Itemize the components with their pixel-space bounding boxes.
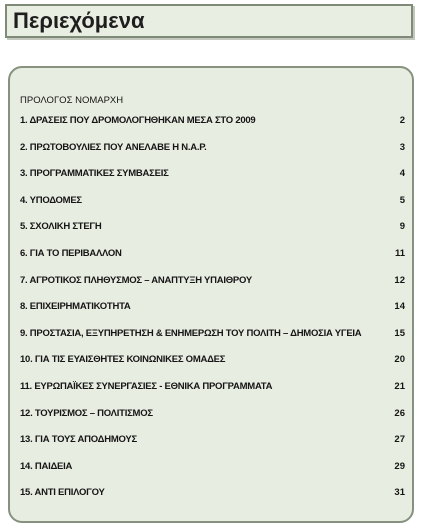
toc-item-title: 5. ΣΧΟΛΙΚΗ ΣΤΕΓΗ: [20, 221, 102, 233]
toc-item-page-number: 9: [399, 221, 405, 233]
toc-item[interactable]: [20, 301, 405, 328]
toc-item-title: 11. ΕΥΡΩΠΑΪΚΕΣ ΣΥΝΕΡΓΑΣΙΕΣ - ΕΘΝΙΚΑ ΠΡΟΓΡΑΜΜΑΤΑ: [20, 380, 273, 392]
toc-item-title: 14. ΠΑΙΔΕΙΑ: [20, 460, 73, 472]
toc-item-page-number: 15: [394, 327, 405, 339]
page-title-box: [5, 4, 413, 38]
toc-item-title: 2. ΠΡΩΤΟΒΟΥΛΙΕΣ ΠΟΥ ΑΝΕΛΑΒΕ Η Ν.Α.Ρ.: [20, 141, 207, 153]
toc-item-title: 12. ΤΟΥΡΙΣΜΟΣ – ΠΟΛΙΤΙΣΜΟΣ: [20, 407, 153, 419]
toc-item-title: 13. ΓΙΑ ΤΟΥΣ ΑΠΟΔΗΜΟΥΣ: [20, 434, 137, 446]
toc-item-title: 9. ΠΡΟΣΤΑΣΙΑ, ΕΞΥΠΗΡΕΤΗΣΗ & ΕΝΗΜΕΡΩΣΗ ΤΟΥ ΠΟΛΙΤΗ – ΔΗΜΟΣΙΑ ΥΓΕΙΑ: [20, 327, 362, 339]
toc-item[interactable]: [20, 115, 405, 142]
toc-heading[interactable]: ΠΡΟΛΟΓΟΣ ΝΟΜΑΡΧΗ: [20, 95, 124, 106]
toc-item[interactable]: [20, 168, 405, 195]
page-title: Περιεχόμενα: [13, 8, 145, 33]
toc-item[interactable]: [20, 354, 405, 381]
toc-item-title: 6. ΓΙΑ ΤΟ ΠΕΡΙΒΑΛΛΟΝ: [20, 247, 122, 259]
toc-item-page-number: 12: [394, 274, 405, 286]
toc-item-title: 4. ΥΠΟΔΟΜΕΣ: [20, 194, 82, 206]
toc-item-page-number: 31: [394, 487, 405, 499]
toc-item-page-number: 4: [399, 168, 405, 180]
toc-item-title: 8. ΕΠΙΧΕΙΡΗΜΑΤΙΚΟΤΗΤΑ: [20, 301, 131, 313]
toc-item-page-number: 2: [399, 115, 405, 126]
toc-item-title: 15. ΑΝΤΙ ΕΠΙΛΟΓΟΥ: [20, 487, 105, 499]
toc-list: [20, 115, 405, 514]
toc-item-page-number: 3: [399, 141, 405, 153]
table-of-contents: [8, 66, 414, 523]
toc-item-page-number: 14: [394, 301, 405, 313]
toc-item[interactable]: [20, 408, 405, 435]
toc-item[interactable]: [20, 142, 405, 169]
toc-item-page-number: 26: [394, 407, 405, 419]
toc-item-page-number: 5: [399, 194, 405, 206]
toc-item-title: 7. ΑΓΡΟΤΙΚΟΣ ΠΛΗΘΥΣΜΟΣ – ΑΝΑΠΤΥΞΗ ΥΠΑΙΘΡΟΥ: [20, 274, 252, 286]
toc-item-title: 3. ΠΡΟΓΡΑΜΜΑΤΙΚΕΣ ΣΥΜΒΑΣΕΙΣ: [20, 168, 169, 180]
toc-item-title: 1. ΔΡΑΣΕΙΣ ΠΟΥ ΔΡΟΜΟΛΟΓΗΘΗΚΑΝ ΜΕΣΑ ΣΤΟ 2009: [20, 115, 256, 126]
toc-item[interactable]: [20, 434, 405, 461]
toc-item-page-number: 21: [394, 380, 405, 392]
toc-item[interactable]: [20, 195, 405, 222]
toc-item[interactable]: [20, 461, 405, 488]
toc-item[interactable]: [20, 381, 405, 408]
toc-item[interactable]: [20, 275, 405, 302]
toc-item-page-number: 27: [394, 434, 405, 446]
toc-item-page-number: 20: [394, 354, 405, 366]
toc-item-page-number: 29: [394, 460, 405, 472]
toc-item[interactable]: [20, 328, 405, 355]
toc-item[interactable]: [20, 221, 405, 248]
toc-item[interactable]: [20, 487, 405, 514]
toc-item-title: 10. ΓΙΑ ΤΙΣ ΕΥΑΙΣΘΗΤΕΣ ΚΟΙΝΩΝΙΚΕΣ ΟΜΑΔΕΣ: [20, 354, 226, 366]
toc-item[interactable]: [20, 248, 405, 275]
toc-item-page-number: 11: [394, 247, 405, 259]
